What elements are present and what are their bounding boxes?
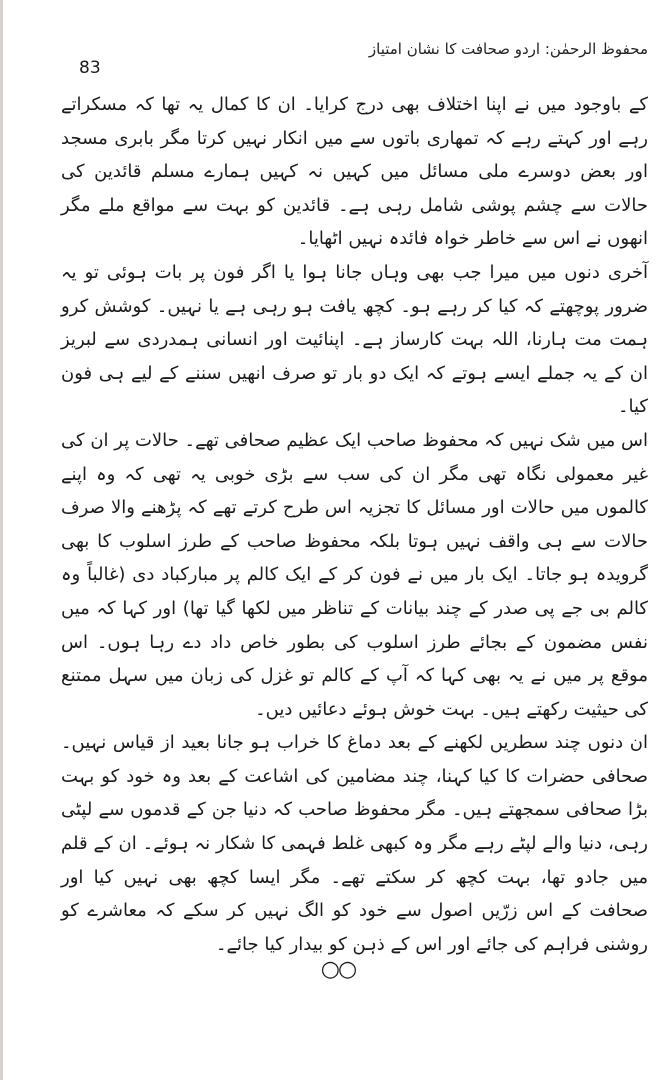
- running-title: محفوظ الرحمٰن: اردو صحافت کا نشان امتیاز: [368, 40, 648, 58]
- article-body: [61, 88, 648, 961]
- paragraph-4: ان دنوں چند سطریں لکھنے کے بعد دماغ کا خراب ہو جانا بعید از قیاس نہیں۔ صحافی حضرات کا کیا کہنا، چند مضامین کی اشاعت کے بعد وہ خود کو بہت بڑا صحافی سمجھتے ہیں۔ مگر محفوظ صاحب کہ دنیا جن کے قدموں سے لپٹی رہی، دنیا والے لپٹے رہے مگر وہ کبھی غلط فہمی کا شکار نہ ہوئے۔ ان کے قلم میں جادو تھا، بہت کچھ کر سکتے تھے۔ مگر ایسا کچھ بھی نہیں کیا اور صحافت کے اس زرّیں اصول سے خود کو الگ نہیں کر سکے کہ معاشرے کو روشنی فراہم کی جائے اور اس کے ذہن کو بیدار کیا جائے۔: [61, 732, 648, 955]
- paragraph-2: آخری دنوں میں میرا جب بھی وہاں جانا ہوا یا اگر فون پر بات ہوئی تو یہ ضرور پوچھتے کہ کیا کر رہے ہو۔ کچھ یافت ہو رہی ہے یا نہیں۔ کوشش کرو ہمت مت ہارنا، اللہ بہت کارساز ہے۔ اپنائیت اور انسانی ہمدردی سے لبریز ان کے یہ جملے ایسے ہوتے کہ ایک دو بار تو صرف انھیں سننے کے لیے ہی فون کیا۔: [61, 261, 648, 418]
- end-ornament: ○○: [320, 957, 356, 982]
- paragraph-3: اس میں شک نہیں کہ محفوظ صاحب ایک عظیم صحافی تھے۔ حالات پر ان کی غیر معمولی نگاہ تھی مگر ان کی سب سے بڑی خوبی یہ تھی کہ وہ اپنے کالموں میں حالات اور مسائل کا تجزیہ اس طرح کرتے تھے کہ پڑھنے والا صرف حالات سے ہی واقف نہیں ہوتا بلکہ محفوظ صاحب کے طرز اسلوب کا بھی گرویدہ ہو جاتا۔ ایک بار میں نے فون کر کے ایک کالم پر مبارکباد دی (غالباً وہ کالم بی جے پی صدر کے چند بیانات کے تناظر میں لکھا گیا تھا) اور کہا کہ میں نفس مضمون کے بجائے طرز اسلوب کی بطور خاص داد دے رہا ہوں۔ اس موقع پر میں نے یہ بھی کہا کہ آپ کے کالم تو غزل کی زبان میں سہل ممتنع کی حیثیت رکھتے ہیں۔ بہت خوش ہوئے دعائیں دیں۔: [61, 429, 648, 720]
- page-number: 83: [79, 58, 101, 78]
- paragraph-1: کے باوجود میں نے اپنا اختلاف بھی درج کرایا۔ ان کا کمال یہ تھا کہ مسکراتے رہے اور کہتے رہے کہ تمھاری باتوں سے میں انکار نہیں کرتا مگر بابری مسجد اور بعض دوسرے ملی مسائل میں کہیں نہ کہیں ہمارے مسلم قائدین کی حالات سے چشم پوشی شامل رہی ہے۔ قائدین کو بہت سے مواقع ملے مگر انھوں نے اس سے خاطر خواہ فائدہ نہیں اٹھایا۔: [61, 94, 648, 250]
